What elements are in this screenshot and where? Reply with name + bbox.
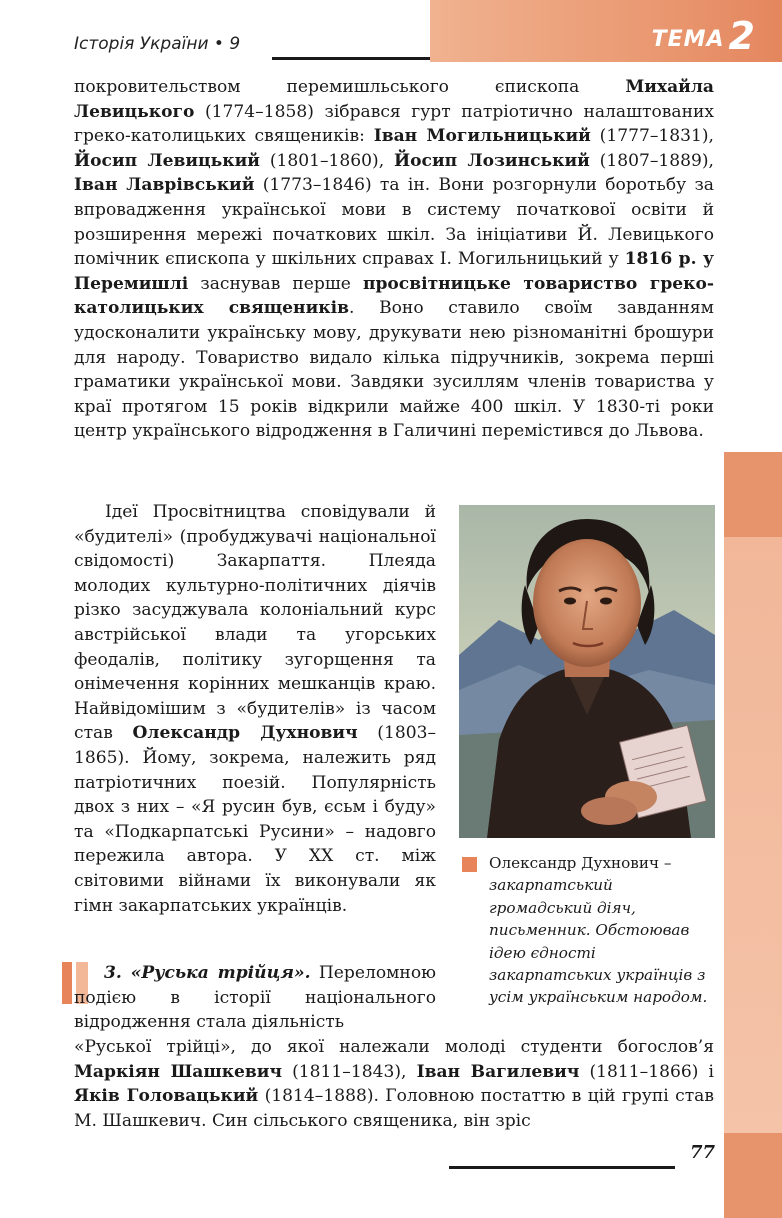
text-run: . Воно ставило своїм завданням удосконалити українську мову, друкувати нею різноманітні брошури для народу. Товариство видало кілька підручників, зокрема перші граматики української мови. Завдяки зусиллям членів товариства у краї протягом 15 років відкрили майже 400 шкіл. У 1830-ті роки центр українського відродження в Галичині перемістився до Львова. [74,298,714,442]
bold-term: Маркіян Шашкевич [74,1061,282,1082]
text-run: (1811–1843), [281,1061,417,1082]
text-run: (1774–1858) зібрався гурт патріотично налаштованих греко-католицьких священиків: [74,101,714,147]
text-run: (1807–1889), [589,150,714,171]
caption-description: закарпатський громадський діяч, письменник. Обстоював ідею єдності закарпатських українців з усім українським народом. [489,876,708,1007]
caption-marker [462,857,477,872]
side-strip-top [724,452,782,537]
budyteli-paragraph [74,500,436,918]
section-text: Переломною подією в історії національного відродження стала діяльність [74,963,436,1033]
ruska-triytsia-paragraph [74,1035,714,1133]
duchnovych-portrait [459,505,715,838]
text-run: (1777–1831), [590,126,714,147]
text-run: (1811–1866) і [579,1061,714,1082]
section-paragraph [74,961,436,1035]
side-strip-middle [724,537,782,1133]
text-run: (1803–1865). Йому, зокрема, належить ряд патріотичних поезій. Популярність двох з них – «Я русин був, єсьм і буду» та «Подкарпатські Русини» – надовго пережила автора. У XX ст. між світовими війнами їх виконували як гімн закарпатських українців. [74,723,436,916]
text-run: «Руської трійці», до якої належали молоді студенти богослов’я [74,1037,714,1057]
topic-word: ТЕМА [651,27,725,52]
bold-term: Олександр Духнович [132,723,358,744]
bold-term: Йосип Левицький [74,150,260,171]
portrait-caption [489,852,715,1009]
bold-term: Іван Могильницький [373,126,591,147]
section-title: 3. «Руська трійця». [104,963,311,983]
bold-term: просвітницьке товариство греко-католицьких священиків [74,273,714,319]
text-run: (1801–1860), [259,150,394,171]
bold-term: 1816 р. у Перемишлі [74,249,714,294]
side-strip-bottom [724,1133,782,1218]
book-title: Історія України • 9 [74,34,241,54]
bold-term: Михайла Левицького [74,77,714,122]
topic-number: 2 [728,14,756,58]
bold-term: Іван Лаврівський [74,175,255,196]
footer-rule [449,1166,675,1169]
text-run: (1814–1888). Головною постаттю в цій групі став М. Шашкевич. Син сільського священика, він зріс [74,1086,714,1131]
bold-term: Іван Вагилевич [416,1061,580,1082]
page-number: 77 [690,1142,716,1163]
text-run: (1773–1846) та ін. Вони розгорнули боротьбу за впровадження української мови в систему початкової освіти й розширення мережі початкових шкіл. За ініціативи Й. Левицького помічник єпископа у шкільних справах І. Могильницький у [74,175,714,270]
text-run: покровительством перемишльського єпископа [74,77,626,97]
header-rule [272,57,430,60]
topic-label [652,14,756,58]
text-run: Ідеї Просвітництва сповідували й «будителі» (пробуджувачі національної свідомості) Закарпаття. Плеяда молодих культурно-політичних діячів різко засуджувала колоніальний курс австрійської влади та угорських феодалів, політику зугорщення та онімечення корінних мешканців краю. Найвідомішим з «будителів» із часом став [74,502,436,744]
topic-band [430,0,782,62]
caption-name: Олександр Духнович – [489,854,672,872]
bold-term: Йосип Лозинський [393,150,590,171]
text-run: заснував перше [188,273,363,294]
portrait-image [459,505,715,838]
main-paragraph [74,75,714,444]
bold-term: Яків Головацький [74,1086,259,1107]
